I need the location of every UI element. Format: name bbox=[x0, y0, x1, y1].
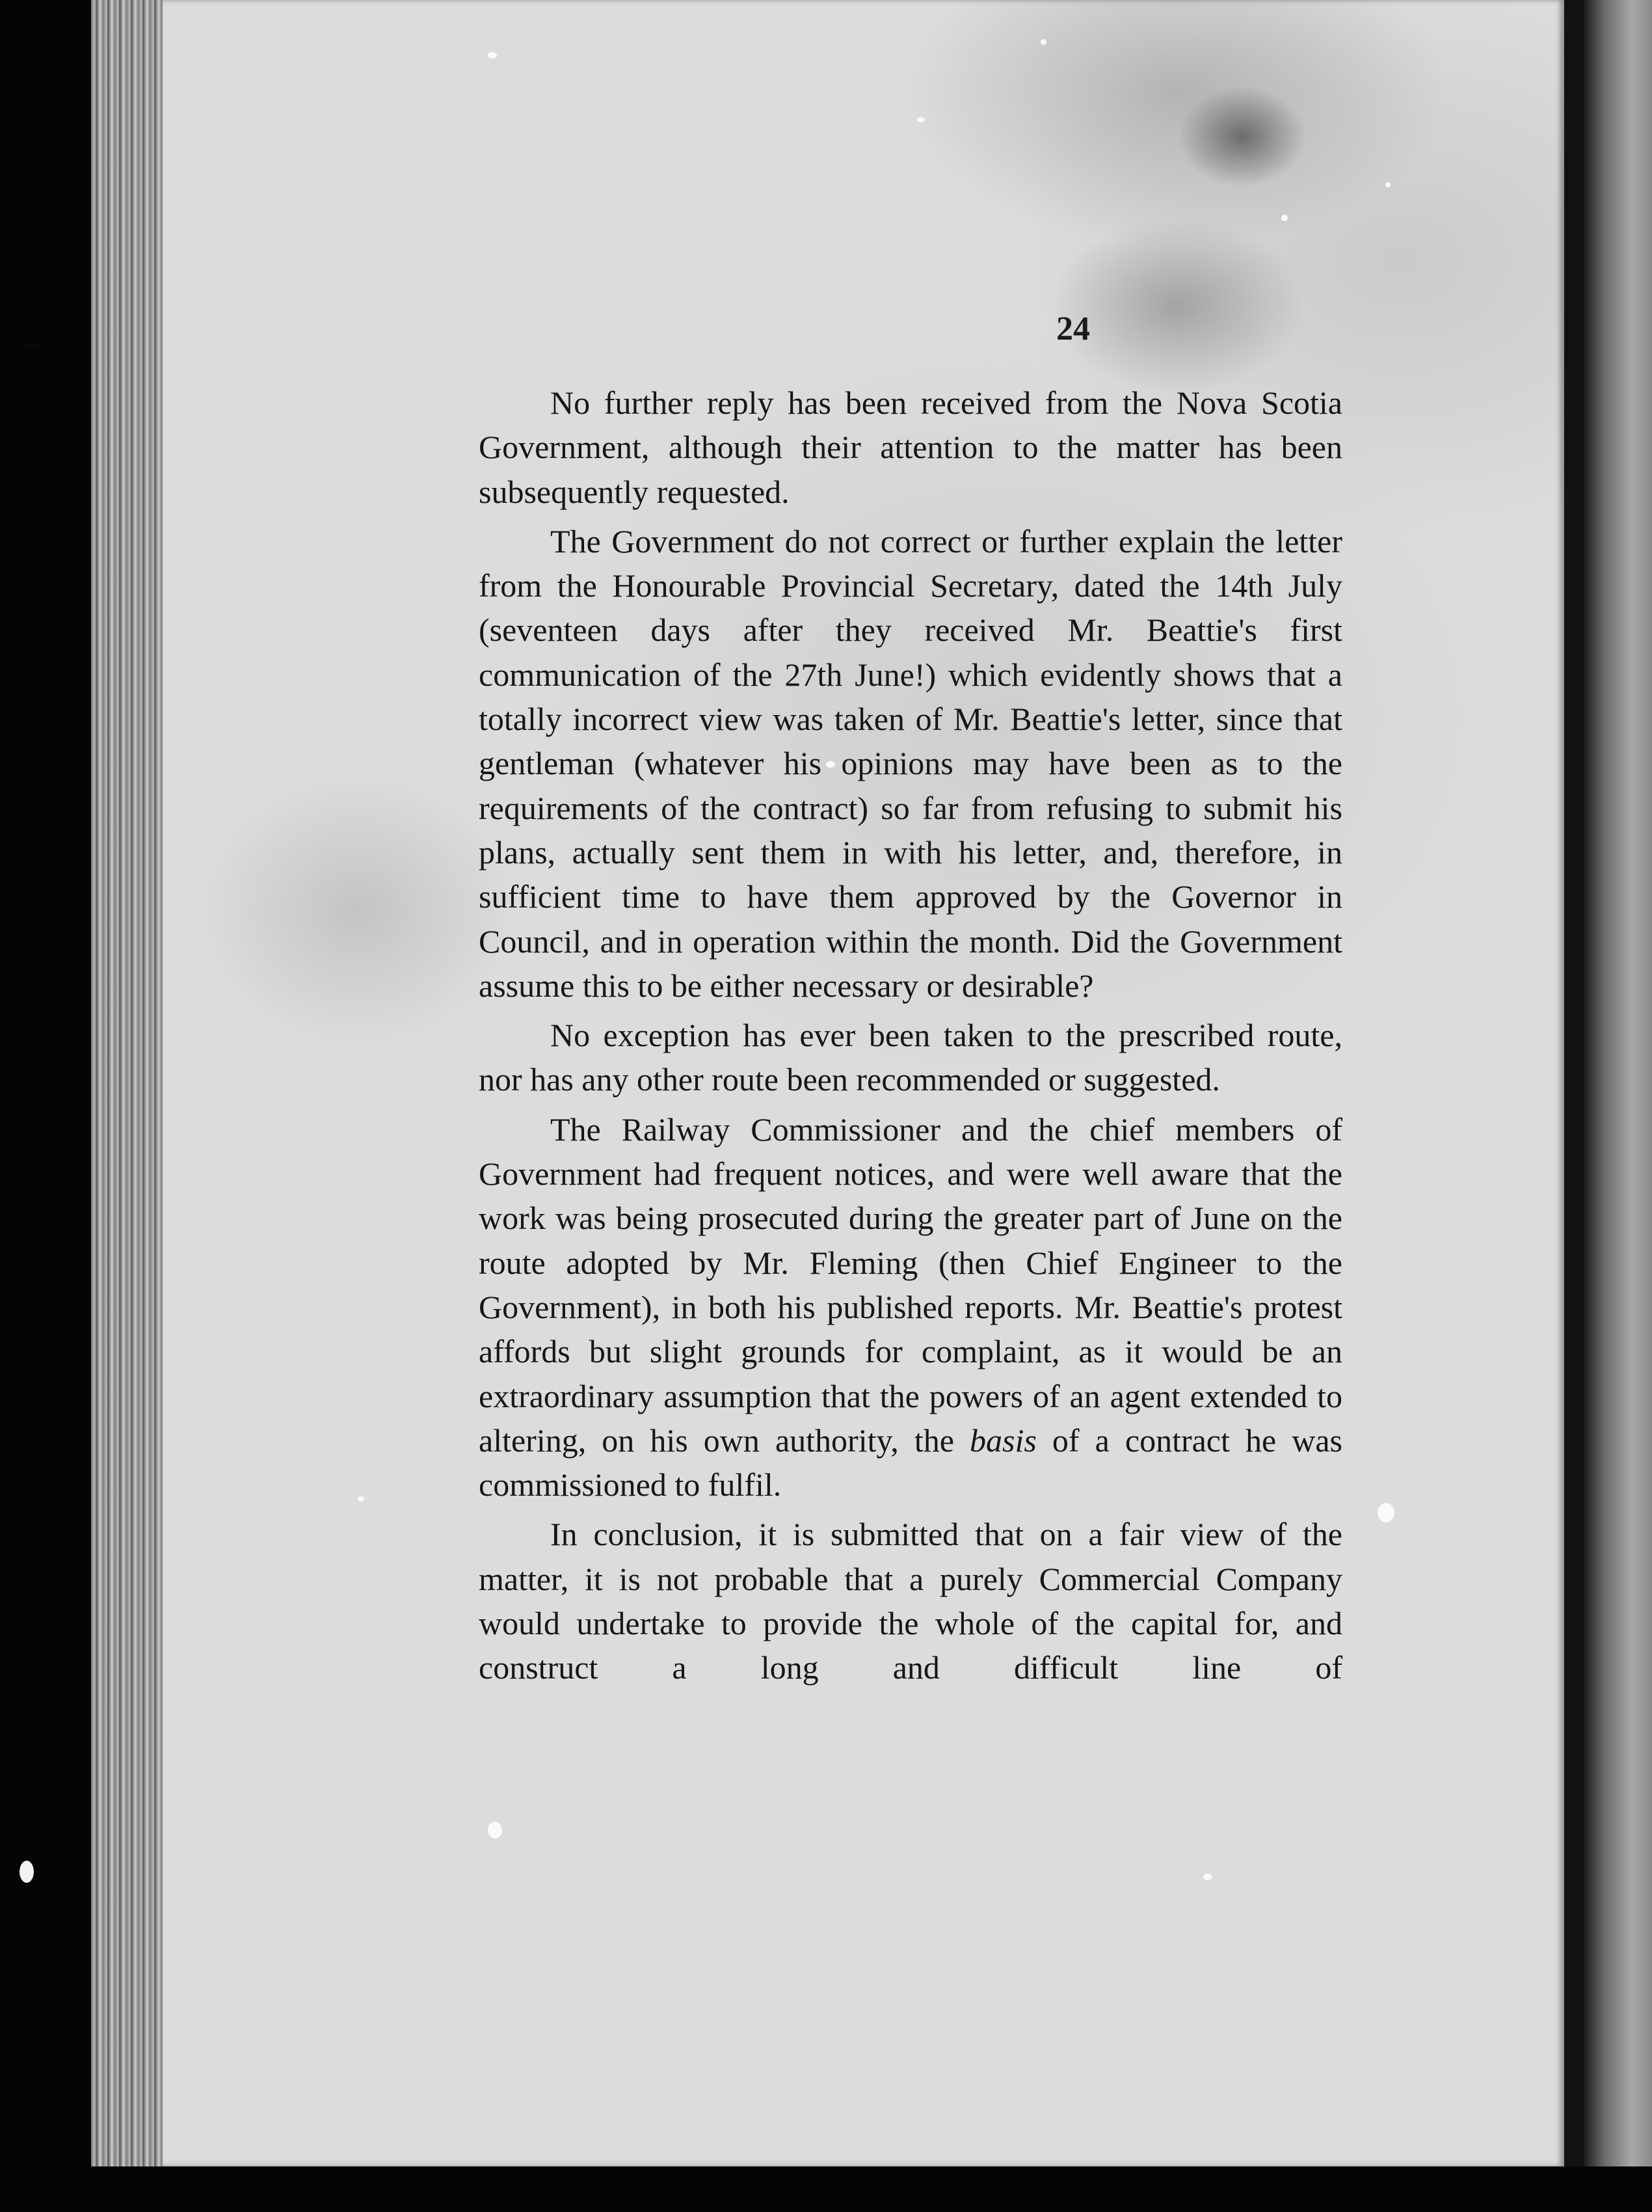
scan-mark-left-top bbox=[26, 345, 38, 347]
paragraph-4-italic-word: basis bbox=[969, 1422, 1037, 1459]
paragraph-3: No exception has ever been taken to the prescribed route, nor has any other route been recommended or suggested. bbox=[479, 1017, 1342, 1098]
paragraph-4-tail: of a contract he was commissioned to fulfil. bbox=[479, 1422, 1342, 1504]
scan-bottom-border bbox=[0, 2166, 1652, 2212]
adjacent-page-edge bbox=[1584, 0, 1652, 2212]
page-number: 24 bbox=[1056, 310, 1090, 347]
paragraph-5: In conclusion, it is submitted that on a fair view of the matter, it is not probable that a purely Commercial Company would undertake to provide the whole of the capital for, and construct a long and difficult line of bbox=[479, 1516, 1342, 1686]
paragraph-2: The Government do not correct or further explain the letter from the Honourable Provincial Secretary, dated the 14th July (seventeen days after they received Mr. Beattie's first communication of the 27th June!) which evidently shows that a totally incorrect view was taken of Mr. Beattie's letter, since that gentleman (whatever his opinions may have been as to the requirements of the contract) so far from refusing to submit his plans, actually sent them in with his letter, and, therefore, in sufficient time to have them approved by the Governor in Council, and in operation within the month. Did the Government assume this to be either necessary or desirable? bbox=[479, 522, 1342, 1004]
paragraph-4 bbox=[479, 1107, 1342, 1507]
paragraph-1: No further reply has been received from the Nova Scotia Government, although their attention to the matter has been subsequently requested. bbox=[479, 384, 1342, 510]
page-edges-stack bbox=[91, 0, 169, 2166]
page-gutter bbox=[1564, 0, 1584, 2166]
body-text bbox=[479, 381, 1342, 1690]
scan-mark-left-bottom bbox=[20, 1861, 34, 1883]
paragraph-4-text: The Railway Commissioner and the chief members of Government had frequent notices, and were well aware that the work was being prosecuted during the greater part of June on the route adopted by Mr. Fleming (then Chief Engineer to the Government), in both his published reports. Mr. Beattie's protest affords but slight grounds for complaint, as it would be an extraordinary assumption that the powers of an agent extended to altering, on his own authority, the bbox=[479, 1111, 1342, 1459]
